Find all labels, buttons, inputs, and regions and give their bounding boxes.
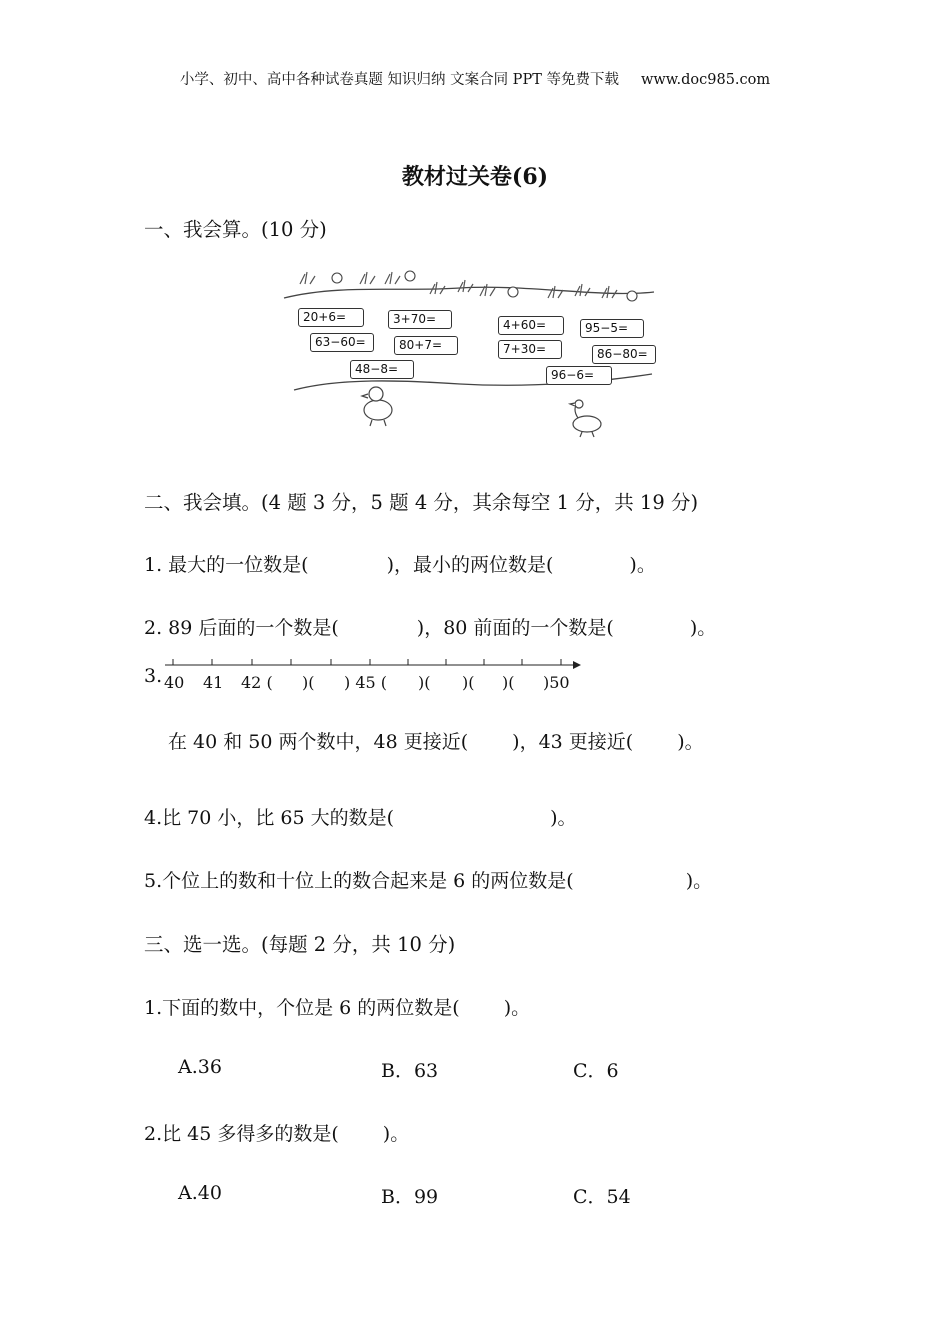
number-line-label: )( [462,673,475,692]
question-3-1 [144,993,530,1020]
option-c[interactable]: C．6 [573,1060,619,1082]
question-text: )。 [685,870,713,892]
number-line-label: 42 ( [241,673,273,692]
question-text: )，43 更接近( [512,731,634,753]
number-line-axis [163,655,583,675]
option-a[interactable]: A.40 [178,1182,222,1204]
page-header [0,68,950,89]
header-site: www.doc985.com [640,72,771,88]
section1-heading: 一、我会算。(10 分) [144,218,327,241]
question-3-number: 3. [144,665,163,687]
equation-card: 63−60= [310,333,374,352]
question-text: )，80 前面的一个数是( [416,617,614,639]
question-text: )。 [503,997,531,1019]
question-2-1 [144,550,656,577]
number-line-label: 41 [203,673,224,692]
equation-card: 20+6= [298,308,364,327]
question-3-text [168,727,704,754]
number-line-label: )( [418,673,431,692]
number-line-label: )( [502,673,515,692]
number-line-label: ) 45 ( [344,673,388,692]
calc-illustration [280,262,660,440]
number-line-label: 40 [164,673,185,692]
question-text: 2.比 45 多得多的数是( [144,1123,339,1145]
equation-card: 96−6= [546,366,612,385]
question-3-2 [144,1119,409,1146]
equation-card: 86−80= [592,345,656,364]
number-line [163,655,583,697]
option-a[interactable]: A.36 [178,1056,222,1078]
question-text: )。 [677,731,704,753]
header-text: 小学、初中、高中各种试卷真题 知识归纳 文案合同 PPT 等免费下载 [179,72,619,88]
section3-heading: 三、选一选。(每题 2 分，共 10 分) [144,933,456,956]
question-text: 在 40 和 50 两个数中，48 更接近( [168,731,469,753]
question-text: )。 [689,617,717,639]
equation-card: 3+70= [388,310,452,329]
equation-card: 4+60= [498,316,564,335]
question-text: )，最小的两位数是( [386,554,554,576]
option-c[interactable]: C．54 [573,1186,631,1208]
section2-heading: 二、我会填。(4 题 3 分，5 题 4 分，其余每空 1 分，共 19 分) [144,491,699,514]
option-b[interactable]: B．63 [381,1060,439,1082]
question-text: 1. 最大的一位数是( [144,554,309,576]
number-line-label: )50 [543,673,570,692]
question-text: 1.下面的数中，个位是 6 的两位数是( [144,997,460,1019]
question-text: 2. 89 后面的一个数是( [144,617,339,639]
equation-card: 7+30= [498,340,562,359]
number-line-label: )( [302,673,315,692]
question-text: 4.比 70 小，比 65 大的数是( [144,807,395,829]
question-text: 5.个位上的数和十位上的数合起来是 6 的两位数是( [144,870,574,892]
equation-card: 80+7= [394,336,458,355]
equation-card: 48−8= [350,360,414,379]
question-text: )。 [382,1123,410,1145]
equation-card: 95−5= [580,319,644,338]
option-b[interactable]: B．99 [381,1186,439,1208]
question-text: )。 [550,807,577,829]
question-2-5 [144,866,712,893]
question-2-2 [144,613,716,640]
question-2-4 [144,803,576,830]
question-text: )。 [629,554,656,576]
page-title: 教材过关卷(6) [401,164,549,190]
